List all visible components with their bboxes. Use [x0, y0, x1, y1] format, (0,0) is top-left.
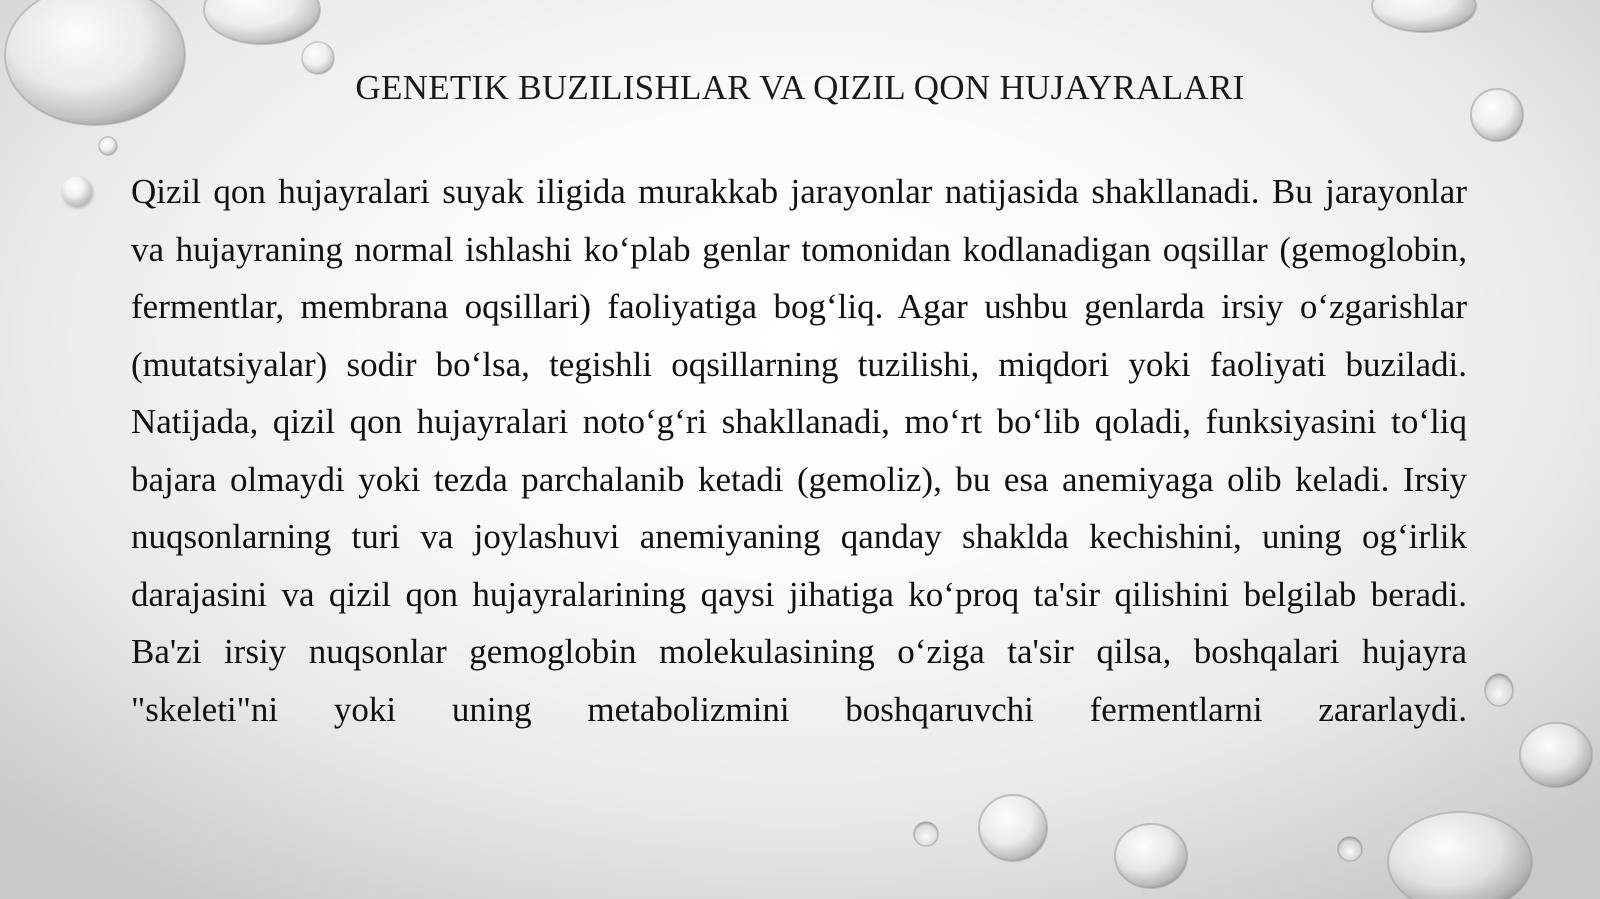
droplet [99, 137, 117, 155]
droplet [1520, 723, 1592, 787]
droplet [204, 0, 320, 44]
droplet [1485, 674, 1513, 706]
droplet [1372, 0, 1476, 32]
droplet [1338, 837, 1362, 861]
droplet [1115, 824, 1187, 888]
droplet [914, 822, 938, 846]
droplet [1471, 89, 1523, 141]
droplet [979, 795, 1047, 861]
slide-body-text: Qizil qon hujayralari suyak iligida murakkab jarayonlar natijasida shakllanadi. Bu jarayonlar va hujayraning normal ishlashi ko‘plab genlar tomonidan kodlanadigan oqsillar (gemoglobin, fermentlar, membrana oqsillari) faoliyatiga bog‘liq. Agar ushbu genlarda irsiy o‘zgarishlar (mutatsiyalar) sodir bo‘lsa, tegishli oqsillarning tuzilishi, miqdori yoki faoliyati buziladi. Natijada, qizil qon hujayralari noto‘g‘ri shakllanadi, mo‘rt bo‘lib qoladi, funksiyasini to‘liq bajara olmaydi yoki tezda parchalanib ketadi (gemoliz), bu esa anemiyaga olib keladi. Irsiy nuqsonlarning turi va joylashuvi anemiyaning qanday shaklda kechishini, uning og‘irlik darajasini va qizil qon hujayralarining qaysi jihatiga ko‘proq ta'sir qilishini belgilab beradi. Ba'zi irsiy nuqsonlar gemoglobin molekulasining o‘ziga ta'sir qilsa, boshqalari hujayra "skeleti"ni yoki uning metabolizmini boshqaruvchi fermentlarni zararlaydi. [131, 172, 1467, 729]
bullet-droplet-icon [62, 176, 92, 206]
droplet [5, 0, 185, 125]
slide-title: GENETIK BUZILISHLAR VA QIZIL QON HUJAYRALARI [355, 68, 1245, 107]
droplet [1388, 812, 1532, 899]
